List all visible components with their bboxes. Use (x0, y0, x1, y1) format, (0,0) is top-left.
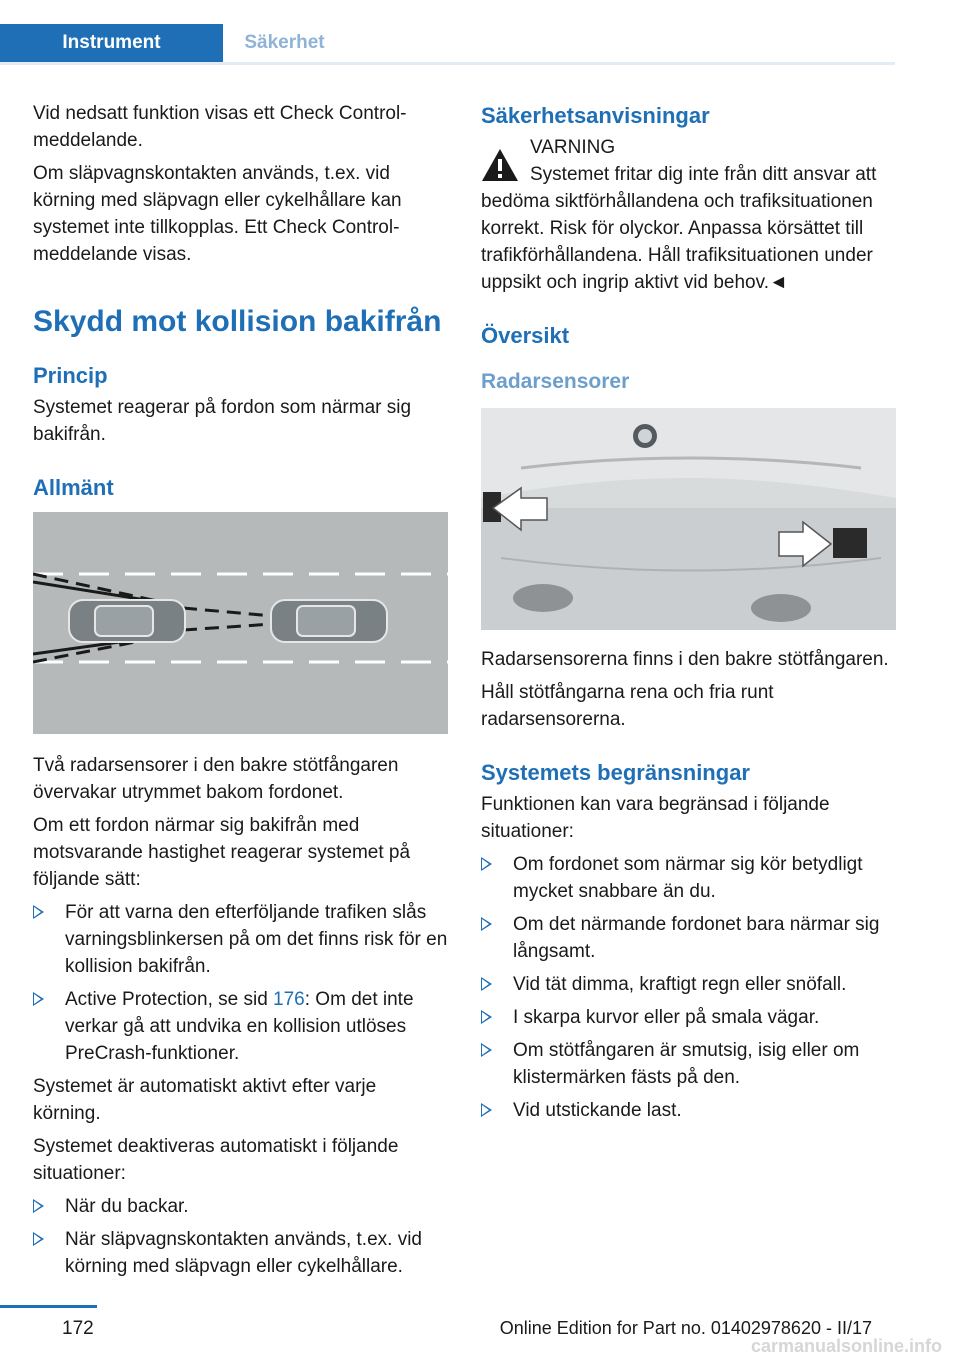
paragraph: Två radarsensorer i den bakre stötfångaren övervakar utrymmet bakom fordonet. (33, 755, 399, 803)
car-rear (69, 600, 185, 642)
bullet-triangle-icon (481, 857, 492, 871)
paragraph: Radarsensorerna finns i den bakre stötfångaren. (481, 649, 889, 670)
paragraph: Systemet reagerar på fordon som närmar sig bakifrån. (33, 397, 412, 445)
tab-instrument[interactable]: Instrument (0, 24, 223, 62)
deactivation-list (33, 1193, 448, 1280)
heading-overview: Översikt (481, 323, 570, 348)
page-number: 172 (62, 1318, 94, 1339)
right-column (481, 100, 896, 1130)
paragraph: Håll stötfångarna rena och fria runt radarsensorerna. (481, 682, 774, 730)
heading-limits: Systemets begränsningar (481, 760, 750, 785)
bullet-triangle-icon (481, 1103, 492, 1117)
paragraph: Funktionen kan vara begränsad i följande situationer: (481, 794, 830, 842)
edition-note: Online Edition for Part no. 01402978620 - II/17 (499, 1318, 872, 1338)
list-item: När släpvagnskontakten används, t.ex. vid körning med släpvagn eller cykelhållare. (33, 1226, 448, 1280)
list-item: Vid utstickande last. (481, 1097, 896, 1124)
bullet-triangle-icon (33, 1199, 44, 1213)
warning-triangle-icon (481, 148, 519, 182)
heading-general: Allmänt (33, 475, 114, 500)
limits-list (481, 851, 896, 1124)
list-item: Om fordonet som närmar sig kör betydligt mycket snabbare än du. (481, 851, 896, 905)
header-tabbar (0, 24, 895, 65)
bullet-triangle-icon (33, 1232, 44, 1246)
list-item: Active Protection, se sid 176: Om det inte verkar gå att undvika en kollision utlöses PreCrash-funktioner. (33, 986, 448, 1067)
list-item: För att varna den efterföljande trafiken slås varningsblinkersen på om det finns risk för en kollision bakifrån. (33, 899, 448, 980)
reaction-list (33, 899, 448, 1067)
watermark: carmanualsonline.info (750, 1336, 942, 1356)
heading-radar: Radarsensorer (481, 370, 630, 393)
bullet-triangle-icon (481, 917, 492, 931)
radar-sensor-illustration (481, 408, 896, 630)
footer-rule (0, 1305, 97, 1308)
bullet-triangle-icon (481, 1043, 492, 1057)
paragraph: Systemet deaktiveras automatiskt i följande situationer: (33, 1136, 399, 1184)
paragraph: Systemet är automatiskt aktivt efter varje körning. (33, 1076, 377, 1124)
left-column (33, 100, 448, 1286)
tab-sakerhet[interactable]: Säkerhet (244, 32, 325, 53)
bullet-triangle-icon (481, 1010, 492, 1024)
bullet-triangle-icon (33, 992, 44, 1006)
list-item: Om stötfångaren är smutsig, isig eller om klistermärken fästs på den. (481, 1037, 896, 1091)
bullet-triangle-icon (481, 977, 492, 991)
heading-principle: Princip (33, 363, 108, 388)
list-item: I skarpa kurvor eller på smala vägar. (481, 1004, 896, 1031)
heading-safety: Säkerhetsanvisningar (481, 103, 710, 128)
paragraph: Om släpvagnskontakten används, t.ex. vid körning med släpvagn eller cykelhållare kan systemet inte tillkopplas. Ett Check Control-meddelande visas. (33, 163, 402, 265)
warning-label: VARNING (530, 137, 616, 158)
warning-text: Systemet fritar dig inte från ditt ansvar att bedöma siktförhållandena och trafiksituationen korrekt. Risk för olyckor. Anpassa körsättet till trafikförhållandena. Håll trafiksituationen under uppsikt och ingrip aktivt vid behov.◄ (481, 164, 877, 293)
car-front (271, 600, 387, 642)
list-item: Om det närmande fordonet bara närmar sig långsamt. (481, 911, 896, 965)
section-title: Skydd mot kollision bakifrån (33, 305, 442, 338)
page-link[interactable]: 176 (273, 989, 305, 1010)
bullet-triangle-icon (33, 905, 44, 919)
traffic-illustration (33, 512, 448, 734)
list-item: Vid tät dimma, kraftigt regn eller snöfall. (481, 971, 896, 998)
paragraph: Om ett fordon närmar sig bakifrån med motsvarande hastighet reagerar systemet på följande sätt: (33, 815, 411, 890)
paragraph: Vid nedsatt funktion visas ett Check Control-meddelande. (33, 103, 407, 151)
list-item: När du backar. (33, 1193, 448, 1220)
